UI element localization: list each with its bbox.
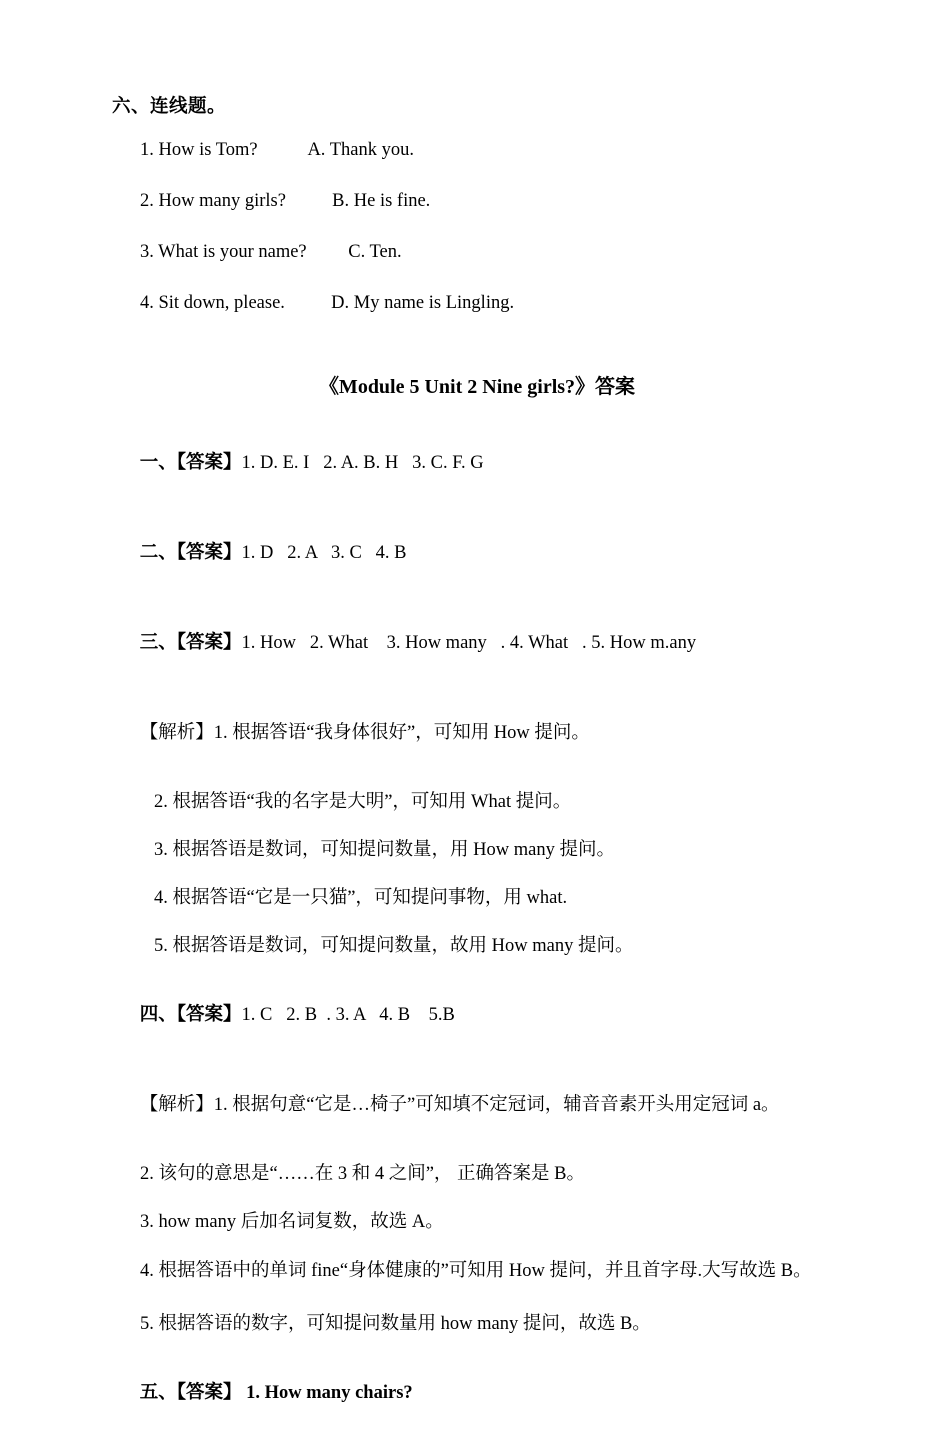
exercise6-heading: 六、连线题。	[112, 97, 227, 117]
match-item-4: 4. Sit down, please. D. My name is Lingling.	[140, 293, 515, 313]
explain4-item-3: 3. how many 后加名词复数，故选 A。	[140, 1212, 444, 1232]
document-content	[112, 92, 842, 1447]
answer-row-3	[112, 607, 842, 675]
answer-label-1: 一、【答案】	[139, 453, 242, 473]
match-item-2: 2. How many girls? B. He is fine.	[140, 191, 431, 211]
answer-text-2: 1. D 2. A 3. C 4. B	[241, 543, 407, 563]
answer-row-5	[112, 1357, 842, 1425]
explain4-label: 【解析】	[139, 1095, 214, 1115]
match-item-1: 1. How is Tom? A. Thank you.	[140, 140, 414, 160]
explain3-first-line	[112, 697, 842, 765]
explain3-item-4: 4. 根据答语“它是一只猫”，可知提问事物，用 what.	[154, 888, 568, 908]
match-item-3: 3. What is your name? C. Ten.	[140, 242, 402, 262]
answer-text-4: 1. C 2. B . 3. A 4. B 5.B	[241, 1005, 455, 1025]
explain4-item-4: 4. 根据答语中的单词 fine“身体健康的”可知用 How 提问，并且首字母.大写故选 B。	[140, 1261, 812, 1281]
answer-text-3: 1. How 2. What 3. How many . 4. What . 5. How m.any	[241, 633, 697, 653]
answer-section-title: 《Module 5 Unit 2 Nine girls?》答案	[318, 376, 636, 398]
answer-label-5: 五、【答案】	[139, 1383, 242, 1404]
answer-label-4: 四、【答案】	[139, 1005, 242, 1025]
answer-row-2	[112, 517, 842, 585]
answer-text-1: 1. D. E. I 2. A. B. H 3. C. F. G	[241, 453, 484, 473]
explain3-item-5: 5. 根据答语是数词，可知提问数量，故用 How many 提问。	[154, 936, 634, 956]
explain4-first-text: 1. 根据句意“它是…椅子”可知填不定冠词，辅音音素开头用定冠词 a。	[213, 1095, 780, 1115]
explain3-item-2: 2. 根据答语“我的名字是大明”，可知用 What 提问。	[154, 792, 572, 812]
explain3-label: 【解析】	[139, 723, 214, 743]
answer-text-5: 1. How many chairs?	[241, 1383, 413, 1404]
answer-label-2: 二、【答案】	[139, 543, 242, 563]
answer-row-4	[112, 979, 842, 1047]
explain4-item-5: 5. 根据答语的数字，可知提问数量用 how many 提问，故选 B。	[140, 1314, 651, 1335]
explain3-item-3: 3. 根据答语是数词，可知提问数量，用 How many 提问。	[154, 840, 615, 860]
answer-row-1	[112, 427, 842, 495]
explain4-first-line	[112, 1069, 842, 1137]
explain4-item-2: 2. 该句的意思是“……在 3 和 4 之间”， 正确答案是 B。	[140, 1164, 586, 1184]
answer-label-3: 三、【答案】	[139, 633, 242, 653]
explain3-first-text: 1. 根据答语“我身体很好”，可知用 How 提问。	[213, 723, 590, 743]
